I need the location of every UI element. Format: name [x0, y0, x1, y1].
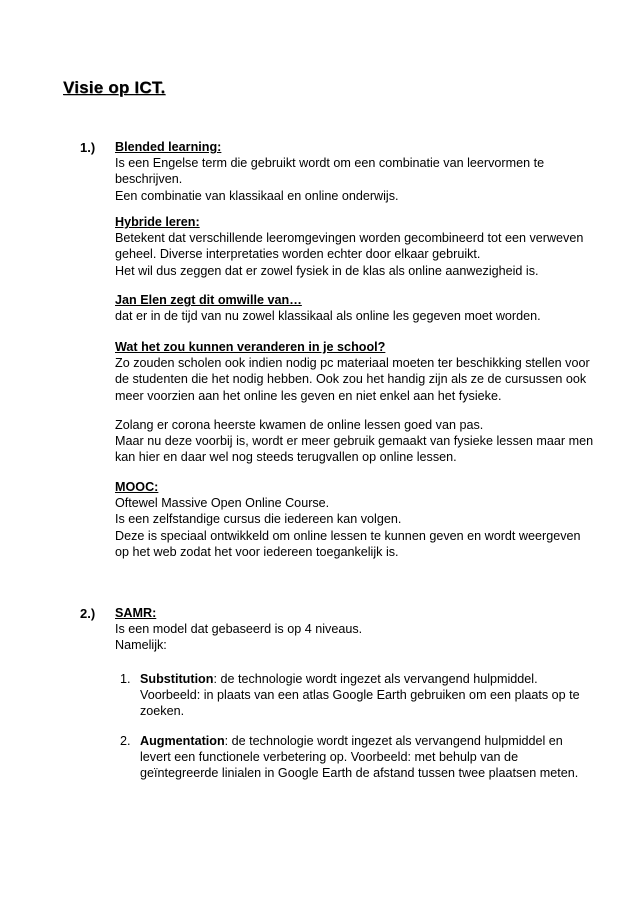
school-line: de studenten die het nodig hebben. Ook zou het handig zijn als ze de cursussen ook — [115, 372, 587, 387]
jan-elen-heading: Jan Elen zegt dit omwille van… — [115, 293, 302, 307]
section-1-number: 1.) — [80, 140, 96, 155]
list-item-text: Voorbeeld: in plaats van een atlas Google Earth gebruiken om een plaats op te — [140, 688, 580, 703]
list-item-number: 2. — [120, 734, 131, 748]
hybride-block — [115, 214, 584, 279]
list-item-text: : de technologie wordt ingezet als vervangend hulpmiddel. — [213, 672, 538, 686]
hybride-line: Betekent dat verschillende leeromgevingen worden gecombineerd tot een verweven — [115, 231, 584, 246]
samr-line: Is een model dat gebaseerd is op 4 niveaus. — [115, 622, 363, 637]
list-item-text: levert een functionele verbetering op. Voorbeeld: met behulp van de — [140, 750, 519, 765]
blended-heading: Blended learning: — [115, 140, 222, 154]
mooc-heading: MOOC: — [115, 480, 159, 494]
mooc-block — [115, 479, 581, 560]
jan-elen-block — [115, 292, 575, 324]
section-2-number: 2.) — [80, 606, 96, 621]
school-line: meer voorzien aan het online les geven en niet enkel aan het fysieke. — [115, 388, 502, 403]
samr-list-item — [120, 733, 580, 785]
mooc-line: Is een zelfstandige cursus die iedereen kan volgen. — [115, 512, 402, 527]
blended-line: beschrijven. — [115, 172, 183, 187]
school-block — [115, 339, 590, 404]
jan-elen-line: dat er in de tijd van nu zowel klassikaal als online les gegeven moet worden. — [115, 309, 541, 324]
list-item-term: Augmentation — [140, 734, 225, 748]
blended-line: Een combinatie van klassikaal en online onderwijs. — [115, 188, 399, 203]
hybride-line: Het wil dus zeggen dat er zowel fysiek in de klas als online aanwezigheid is. — [115, 263, 539, 278]
samr-line: Namelijk: — [115, 638, 167, 653]
list-item-number: 1. — [120, 672, 131, 686]
samr-block — [115, 605, 575, 654]
list-item-text: zoeken. — [140, 704, 185, 719]
corona-line: Zolang er corona heerste kwamen de online lessen goed van pas. — [115, 418, 484, 432]
list-item-text: geïntegreerde linialen in Google Earth de afstand tussen twee plaatsen meten. — [140, 766, 579, 781]
list-item-term: Substitution — [140, 672, 214, 686]
list-item-text: : de technologie wordt ingezet als vervangend hulpmiddel en — [224, 734, 563, 748]
list-item-body — [140, 671, 580, 720]
blended-line: Is een Engelse term die gebruikt wordt om een combinatie van leervormen te — [115, 156, 545, 171]
samr-list-item — [120, 671, 580, 723]
mooc-line: Oftewel Massive Open Online Course. — [115, 496, 330, 511]
mooc-line: op het web zodat het voor iedereen toegankelijk is. — [115, 544, 399, 559]
samr-heading: SAMR: — [115, 606, 157, 620]
list-item-body — [140, 733, 578, 782]
school-line: Zo zouden scholen ook indien nodig pc materiaal moeten ter beschikking stellen voor — [115, 356, 590, 371]
corona-line: kan hier en daar wel nog steeds terugvallen op online lessen. — [115, 450, 457, 465]
school-heading: Wat het zou kunnen veranderen in je school? — [115, 340, 386, 354]
blended-learning-block — [115, 139, 575, 204]
corona-line: Maar nu deze voorbij is, wordt er meer gebruik gemaakt van fysieke lessen maar men — [115, 434, 594, 449]
page-title: Visie op ICT. — [63, 78, 166, 97]
corona-block — [115, 417, 594, 466]
mooc-line: Deze is speciaal ontwikkeld om online lessen te kunnen geven en wordt weergeven — [115, 528, 581, 543]
hybride-line: geheel. Diverse interpretaties worden echter door elkaar gebruikt. — [115, 247, 481, 262]
hybride-heading: Hybride leren: — [115, 215, 200, 229]
